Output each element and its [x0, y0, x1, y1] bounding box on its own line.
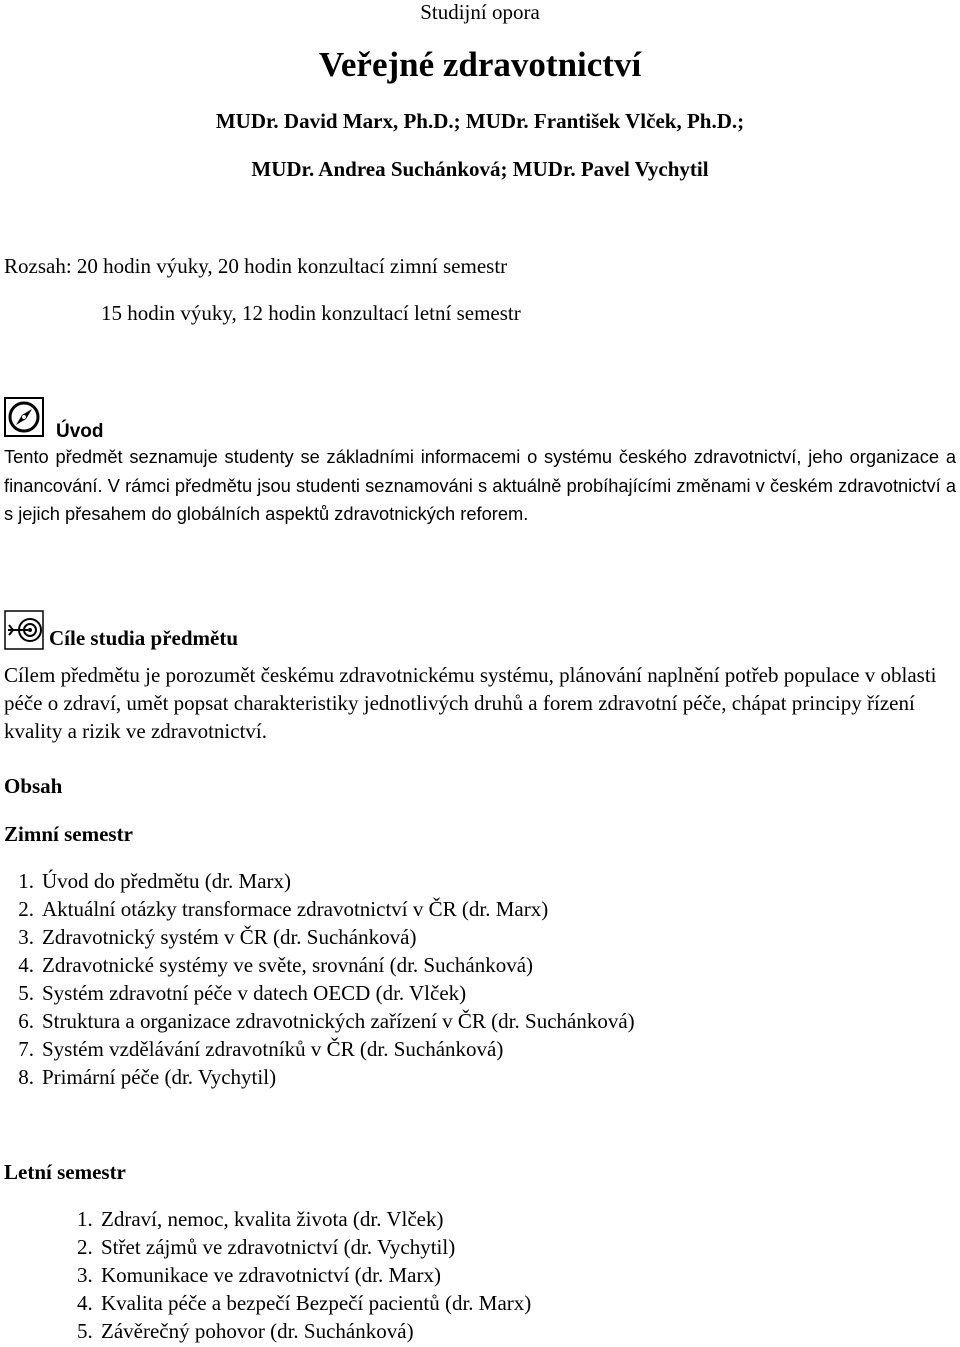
- list-item: 3. Zdravotnický systém v ČR (dr. Suchánková): [18, 925, 417, 949]
- list-item: 4. Kvalita péče a bezpečí Bezpečí pacientů (dr. Marx): [77, 1291, 532, 1315]
- list-item: 7. Systém vzdělávání zdravotníků v ČR (dr. Suchánková): [18, 1037, 504, 1061]
- scope-line-2: 15 hodin výuky, 12 hodin konzultací letní semestr: [101, 301, 521, 325]
- content-heading: Obsah: [4, 774, 63, 798]
- document-header-label: Studijní opora: [420, 0, 540, 24]
- intro-paragraph: Tento předmět seznamuje studenty se základními informacemi o systému českého zdravotnictví, jeho organizace a financování. V rámci předmětu jsou studenti seznamováni s aktuálně probíhajícími změnami v českém zdravotnictví a s jejich přesahem do globálních aspektů zdravotnických reforem.: [4, 446, 956, 524]
- winter-semester-heading: Zimní semestr: [4, 822, 133, 846]
- list-item: 6. Struktura a organizace zdravotnických zařízení v ČR (dr. Suchánková): [18, 1009, 635, 1033]
- list-item: 2. Střet zájmů ve zdravotnictví (dr. Vychytil): [77, 1235, 456, 1259]
- list-item: 4. Zdravotnické systémy ve světe, srovnání (dr. Suchánková): [18, 953, 534, 977]
- winter-semester-list: [0, 867, 635, 1091]
- list-item: 5. Systém zdravotní péče v datech OECD (dr. Vlček): [18, 981, 467, 1005]
- page-title: Veřejné zdravotnictví: [318, 45, 642, 84]
- summer-semester-list: [77, 1205, 531, 1345]
- authors-line-2: MUDr. Andrea Suchánková; MUDr. Pavel Vychytil: [251, 157, 709, 181]
- list-item: 5. Závěrečný pohovor (dr. Suchánková): [77, 1319, 414, 1343]
- goals-heading: Cíle studia předmětu: [49, 626, 238, 650]
- scope-line-1: Rozsah: 20 hodin výuky, 20 hodin konzultací zimní semestr: [4, 254, 508, 278]
- target-icon: [4, 610, 44, 650]
- intro-heading: Úvod: [56, 421, 104, 442]
- list-item: 1. Úvod do předmětu (dr. Marx): [18, 869, 292, 893]
- compass-icon: [4, 397, 44, 437]
- list-item: 2. Aktuální otázky transformace zdravotnictví v ČR (dr. Marx): [18, 897, 549, 921]
- list-item: 1. Zdraví, nemoc, kvalita života (dr. Vlček): [77, 1207, 444, 1231]
- list-item: 8. Primární péče (dr. Vychytil): [18, 1065, 277, 1089]
- list-item: 3. Komunikace ve zdravotnictví (dr. Marx): [77, 1263, 441, 1287]
- summer-semester-heading: Letní semestr: [4, 1160, 126, 1184]
- authors-line-1: MUDr. David Marx, Ph.D.; MUDr. František Vlček, Ph.D.;: [215, 109, 745, 133]
- goals-paragraph: Cílem předmětu je porozumět českému zdravotnickému systému, plánování naplnění potřeb populace v oblasti péče o zdraví, umět popsat charakteristiky jednotlivých druhů a forem zdravotní péče, chápat principy řízení kvality a rizik ve zdravotnictví.: [4, 663, 937, 743]
